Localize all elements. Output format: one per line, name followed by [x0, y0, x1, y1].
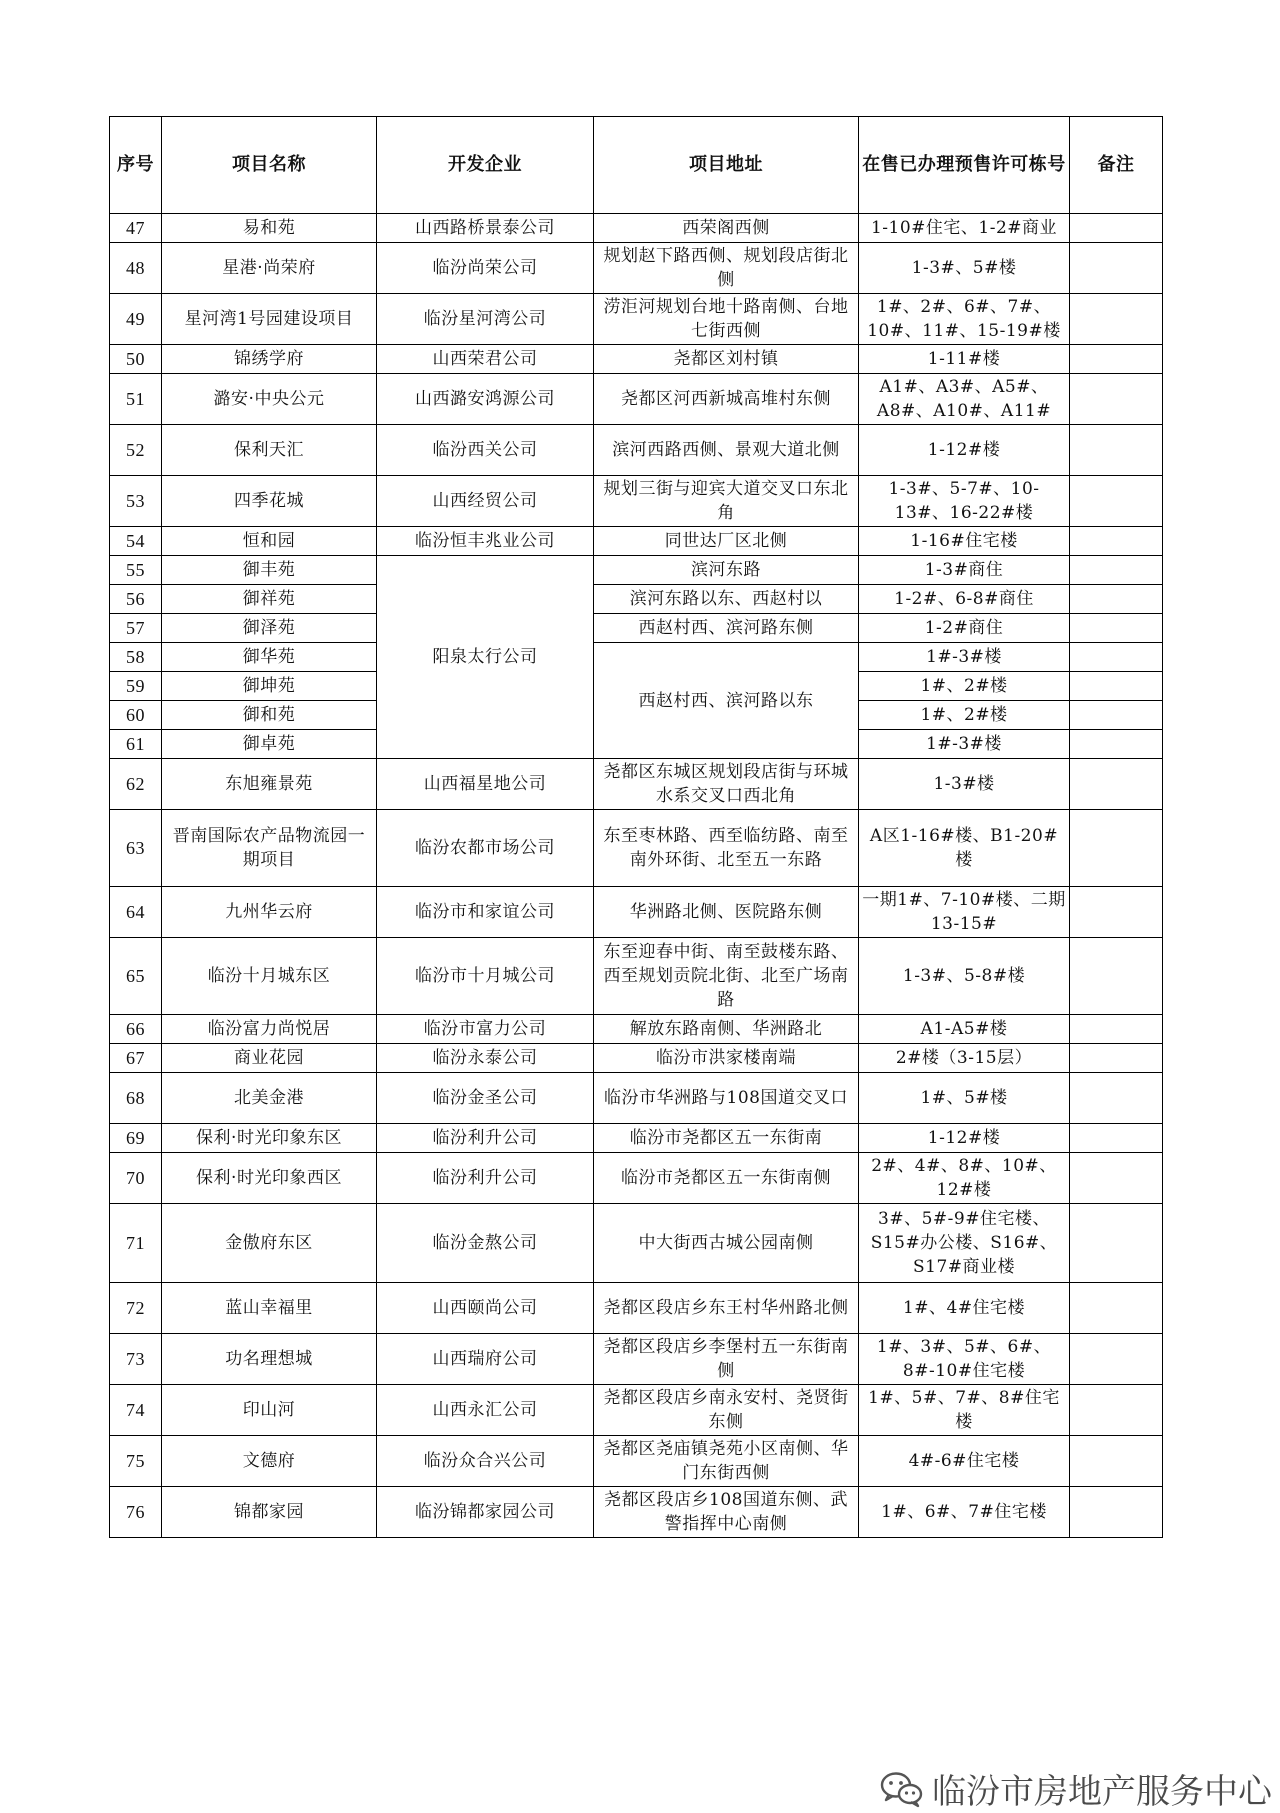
row-note — [1070, 527, 1163, 556]
row-developer: 临汾市十月城公司 — [377, 938, 594, 1015]
row-developer: 临汾西关公司 — [377, 425, 594, 476]
row-buildings: A1-A5#楼 — [859, 1015, 1070, 1044]
row-buildings: 1-2#商住 — [859, 614, 1070, 643]
row-buildings: A区1-16#楼、B1-20#楼 — [859, 810, 1070, 887]
row-name: 御泽苑 — [162, 614, 377, 643]
row-developer: 临汾金圣公司 — [377, 1073, 594, 1124]
row-index: 74 — [110, 1385, 162, 1436]
row-buildings: 1#-3#楼 — [859, 730, 1070, 759]
row-note — [1070, 1385, 1163, 1436]
header-buildings: 在售已办理预售许可栋号 — [859, 117, 1070, 214]
row-note — [1070, 643, 1163, 672]
row-index: 66 — [110, 1015, 162, 1044]
row-note — [1070, 1153, 1163, 1204]
row-index: 72 — [110, 1283, 162, 1334]
row-index: 59 — [110, 672, 162, 701]
row-address: 尧都区段店乡东王村华州路北侧 — [594, 1283, 859, 1334]
row-address: 尧都区段店乡李堡村五一东街南侧 — [594, 1334, 859, 1385]
row-name: 东旭雍景苑 — [162, 759, 377, 810]
header-index: 序号 — [110, 117, 162, 214]
row-name: 锦绣学府 — [162, 345, 377, 374]
table-row — [110, 1283, 1163, 1334]
row-buildings: 1-3#、5-7#、10-13#、16-22#楼 — [859, 476, 1070, 527]
row-note — [1070, 556, 1163, 585]
row-name: 星河湾1号园建设项目 — [162, 294, 377, 345]
row-note — [1070, 585, 1163, 614]
row-name: 保利天汇 — [162, 425, 377, 476]
row-address: 同世达厂区北侧 — [594, 527, 859, 556]
table-row — [110, 1073, 1163, 1124]
row-name: 恒和园 — [162, 527, 377, 556]
table-header-row — [110, 117, 1163, 214]
row-note — [1070, 214, 1163, 243]
table-row — [110, 759, 1163, 810]
table-row — [110, 887, 1163, 938]
row-address: 尧都区段店乡108国道东侧、武警指挥中心南侧 — [594, 1487, 859, 1538]
row-index: 49 — [110, 294, 162, 345]
row-buildings: 1-3#楼 — [859, 759, 1070, 810]
row-index: 60 — [110, 701, 162, 730]
row-developer: 临汾锦都家园公司 — [377, 1487, 594, 1538]
table-row — [110, 556, 1163, 585]
row-developer: 临汾市富力公司 — [377, 1015, 594, 1044]
row-index: 54 — [110, 527, 162, 556]
row-index: 68 — [110, 1073, 162, 1124]
table-row — [110, 1436, 1163, 1487]
row-address: 临汾市洪家楼南端 — [594, 1044, 859, 1073]
row-index: 76 — [110, 1487, 162, 1538]
row-developer: 临汾众合兴公司 — [377, 1436, 594, 1487]
table-row — [110, 476, 1163, 527]
row-name: 御祥苑 — [162, 585, 377, 614]
row-address: 涝洰河规划台地十路南侧、台地七街西侧 — [594, 294, 859, 345]
row-name: 文德府 — [162, 1436, 377, 1487]
header-note: 备注 — [1070, 117, 1163, 214]
row-developer: 临汾永泰公司 — [377, 1044, 594, 1073]
row-note — [1070, 1124, 1163, 1153]
row-name: 易和苑 — [162, 214, 377, 243]
row-index: 57 — [110, 614, 162, 643]
row-buildings: 1#、6#、7#住宅楼 — [859, 1487, 1070, 1538]
row-index: 69 — [110, 1124, 162, 1153]
row-note — [1070, 1436, 1163, 1487]
row-name: 潞安·中央公元 — [162, 374, 377, 425]
row-developer: 临汾市和家谊公司 — [377, 887, 594, 938]
row-index: 75 — [110, 1436, 162, 1487]
row-buildings: 1#、4#住宅楼 — [859, 1283, 1070, 1334]
row-index: 56 — [110, 585, 162, 614]
row-index: 64 — [110, 887, 162, 938]
row-developer: 山西瑞府公司 — [377, 1334, 594, 1385]
table-row — [110, 1385, 1163, 1436]
table-row — [110, 1153, 1163, 1204]
table-row — [110, 810, 1163, 887]
row-name: 御华苑 — [162, 643, 377, 672]
row-address: 尧都区东城区规划段店街与环城水系交叉口西北角 — [594, 759, 859, 810]
row-developer: 山西潞安鸿源公司 — [377, 374, 594, 425]
row-developer: 山西经贸公司 — [377, 476, 594, 527]
table-row — [110, 1044, 1163, 1073]
row-index: 48 — [110, 243, 162, 294]
row-name: 晋南国际农产品物流园一期项目 — [162, 810, 377, 887]
row-developer: 临汾尚荣公司 — [377, 243, 594, 294]
row-index: 67 — [110, 1044, 162, 1073]
row-name: 九州华云府 — [162, 887, 377, 938]
row-note — [1070, 243, 1163, 294]
row-developer: 临汾农都市场公司 — [377, 810, 594, 887]
row-note — [1070, 374, 1163, 425]
table-row — [110, 1334, 1163, 1385]
row-note — [1070, 701, 1163, 730]
header-developer: 开发企业 — [377, 117, 594, 214]
table-row — [110, 614, 1163, 643]
row-address: 西赵村西、滨河路东侧 — [594, 614, 859, 643]
table-row — [110, 214, 1163, 243]
row-buildings: 2#、4#、8#、10#、12#楼 — [859, 1153, 1070, 1204]
row-note — [1070, 294, 1163, 345]
row-index: 51 — [110, 374, 162, 425]
row-developer: 山西福星地公司 — [377, 759, 594, 810]
row-name: 北美金港 — [162, 1073, 377, 1124]
row-name: 四季花城 — [162, 476, 377, 527]
row-buildings: 3#、5#-9#住宅楼、S15#办公楼、S16#、S17#商业楼 — [859, 1204, 1070, 1283]
row-name: 御卓苑 — [162, 730, 377, 759]
table-row — [110, 938, 1163, 1015]
row-buildings: 2#楼（3-15层） — [859, 1044, 1070, 1073]
table-row — [110, 243, 1163, 294]
row-note — [1070, 476, 1163, 527]
row-developer: 山西荣君公司 — [377, 345, 594, 374]
row-name: 商业花园 — [162, 1044, 377, 1073]
row-name: 临汾富力尚悦居 — [162, 1015, 377, 1044]
row-name: 保利·时光印象东区 — [162, 1124, 377, 1153]
row-note — [1070, 1073, 1163, 1124]
row-developer: 山西路桥景泰公司 — [377, 214, 594, 243]
row-address: 西荣阁西侧 — [594, 214, 859, 243]
row-buildings: 1-10#住宅、1-2#商业 — [859, 214, 1070, 243]
row-note — [1070, 1283, 1163, 1334]
row-index: 70 — [110, 1153, 162, 1204]
presale-table — [109, 116, 1163, 1538]
row-index: 71 — [110, 1204, 162, 1283]
row-address-merged: 西赵村西、滨河路以东 — [594, 643, 859, 759]
row-buildings: 1-3#、5#楼 — [859, 243, 1070, 294]
row-buildings: 1-11#楼 — [859, 345, 1070, 374]
table-row — [110, 425, 1163, 476]
table-row — [110, 527, 1163, 556]
row-buildings: 1-3#、5-8#楼 — [859, 938, 1070, 1015]
row-developer: 山西永汇公司 — [377, 1385, 594, 1436]
row-note — [1070, 1015, 1163, 1044]
row-name: 印山河 — [162, 1385, 377, 1436]
row-buildings: 1-12#楼 — [859, 425, 1070, 476]
row-buildings: 1#、2#、6#、7#、10#、11#、15-19#楼 — [859, 294, 1070, 345]
row-buildings: 1-16#住宅楼 — [859, 527, 1070, 556]
row-index: 58 — [110, 643, 162, 672]
row-developer-merged: 阳泉太行公司 — [377, 556, 594, 759]
row-index: 55 — [110, 556, 162, 585]
row-address: 滨河东路以东、西赵村以 — [594, 585, 859, 614]
row-buildings: 4#-6#住宅楼 — [859, 1436, 1070, 1487]
row-note — [1070, 614, 1163, 643]
row-note — [1070, 345, 1163, 374]
watermark-text: 临汾市房地产服务中心 — [932, 1772, 1272, 1812]
row-index: 52 — [110, 425, 162, 476]
row-name: 御和苑 — [162, 701, 377, 730]
row-address: 东至迎春中街、南至鼓楼东路、西至规划贡院北街、北至广场南路 — [594, 938, 859, 1015]
row-index: 73 — [110, 1334, 162, 1385]
table-row — [110, 1124, 1163, 1153]
row-address: 滨河东路 — [594, 556, 859, 585]
row-address: 尧都区段店乡南永安村、尧贤街东侧 — [594, 1385, 859, 1436]
row-index: 65 — [110, 938, 162, 1015]
row-note — [1070, 810, 1163, 887]
row-note — [1070, 1487, 1163, 1538]
row-index: 63 — [110, 810, 162, 887]
row-buildings: 1#、3#、5#、6#、8#-10#住宅楼 — [859, 1334, 1070, 1385]
row-buildings: 1-12#楼 — [859, 1124, 1070, 1153]
row-address: 解放东路南侧、华洲路北 — [594, 1015, 859, 1044]
table-row — [110, 585, 1163, 614]
row-developer: 临汾金熬公司 — [377, 1204, 594, 1283]
row-address: 规划赵下路西侧、规划段店街北侧 — [594, 243, 859, 294]
row-buildings: 一期1#、7-10#楼、二期13-15# — [859, 887, 1070, 938]
row-note — [1070, 759, 1163, 810]
row-address: 滨河西路西侧、景观大道北侧 — [594, 425, 859, 476]
wechat-icon — [880, 1769, 924, 1809]
row-index: 61 — [110, 730, 162, 759]
table-row — [110, 1487, 1163, 1538]
row-name: 蓝山幸福里 — [162, 1283, 377, 1334]
row-developer: 临汾恒丰兆业公司 — [377, 527, 594, 556]
row-address: 尧都区河西新城高堆村东侧 — [594, 374, 859, 425]
table-row — [110, 1015, 1163, 1044]
table-row — [110, 345, 1163, 374]
table-row — [110, 374, 1163, 425]
row-name: 功名理想城 — [162, 1334, 377, 1385]
row-index: 62 — [110, 759, 162, 810]
row-buildings: 1#、2#楼 — [859, 672, 1070, 701]
row-address: 中大街西古城公园南侧 — [594, 1204, 859, 1283]
row-buildings: 1-2#、6-8#商住 — [859, 585, 1070, 614]
header-address: 项目地址 — [594, 117, 859, 214]
table-row — [110, 643, 1163, 672]
row-address: 尧都区尧庙镇尧苑小区南侧、华门东街西侧 — [594, 1436, 859, 1487]
row-name: 御坤苑 — [162, 672, 377, 701]
header-project-name: 项目名称 — [162, 117, 377, 214]
row-note — [1070, 1204, 1163, 1283]
row-note — [1070, 1334, 1163, 1385]
row-index: 47 — [110, 214, 162, 243]
row-buildings: 1#、2#楼 — [859, 701, 1070, 730]
row-note — [1070, 730, 1163, 759]
row-buildings: A1#、A3#、A5#、A8#、A10#、A11# — [859, 374, 1070, 425]
row-name: 御丰苑 — [162, 556, 377, 585]
row-address: 尧都区刘村镇 — [594, 345, 859, 374]
row-note — [1070, 938, 1163, 1015]
row-buildings: 1#、5#楼 — [859, 1073, 1070, 1124]
row-name: 锦都家园 — [162, 1487, 377, 1538]
row-note — [1070, 887, 1163, 938]
row-name: 临汾十月城东区 — [162, 938, 377, 1015]
row-address: 东至枣林路、西至临纺路、南至南外环街、北至五一东路 — [594, 810, 859, 887]
row-address: 临汾市华洲路与108国道交叉口 — [594, 1073, 859, 1124]
row-note — [1070, 1044, 1163, 1073]
row-index: 53 — [110, 476, 162, 527]
row-address: 规划三街与迎宾大道交叉口东北角 — [594, 476, 859, 527]
row-buildings: 1#-3#楼 — [859, 643, 1070, 672]
row-developer: 临汾利升公司 — [377, 1124, 594, 1153]
row-developer: 临汾星河湾公司 — [377, 294, 594, 345]
table-row — [110, 1204, 1163, 1283]
watermark — [880, 1764, 1272, 1813]
row-note — [1070, 672, 1163, 701]
row-note — [1070, 425, 1163, 476]
row-developer: 山西颐尚公司 — [377, 1283, 594, 1334]
row-name: 保利·时光印象西区 — [162, 1153, 377, 1204]
row-developer: 临汾利升公司 — [377, 1153, 594, 1204]
row-buildings: 1-3#商住 — [859, 556, 1070, 585]
row-address: 华洲路北侧、医院路东侧 — [594, 887, 859, 938]
row-buildings: 1#、5#、7#、8#住宅楼 — [859, 1385, 1070, 1436]
row-address: 临汾市尧都区五一东街南侧 — [594, 1153, 859, 1204]
row-name: 星港·尚荣府 — [162, 243, 377, 294]
row-name: 金傲府东区 — [162, 1204, 377, 1283]
row-address: 临汾市尧都区五一东街南 — [594, 1124, 859, 1153]
row-index: 50 — [110, 345, 162, 374]
table-row — [110, 294, 1163, 345]
